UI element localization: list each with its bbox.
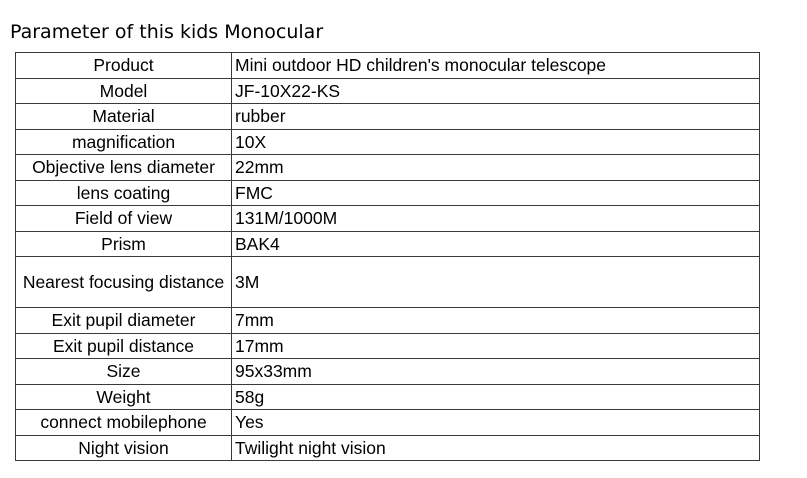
param-name: Field of view [16, 206, 232, 232]
param-name: Material [16, 104, 232, 130]
param-name: Model [16, 78, 232, 104]
param-name: magnification [16, 129, 232, 155]
param-value: JF-10X22-KS [232, 78, 760, 104]
param-value: 131M/1000M [232, 206, 760, 232]
param-value: FMC [232, 180, 760, 206]
param-value: 22mm [232, 155, 760, 181]
table-row [16, 129, 760, 155]
table-row [16, 155, 760, 181]
table-row [16, 180, 760, 206]
table-row [16, 231, 760, 257]
table-row [16, 384, 760, 410]
table-row [16, 308, 760, 334]
param-name: Prism [16, 231, 232, 257]
param-value: rubber [232, 104, 760, 130]
param-value: Twilight night vision [232, 435, 760, 461]
param-value: 17mm [232, 333, 760, 359]
param-name: Exit pupil distance [16, 333, 232, 359]
param-value: Yes [232, 410, 760, 436]
param-name: connect mobilephone [16, 410, 232, 436]
table-row [16, 410, 760, 436]
table-row [16, 333, 760, 359]
param-name: Exit pupil diameter [16, 308, 232, 334]
table-row [16, 257, 760, 308]
param-value: 95x33mm [232, 359, 760, 385]
param-name: lens coating [16, 180, 232, 206]
table-row [16, 104, 760, 130]
param-value: 3M [232, 257, 760, 308]
table-row [16, 435, 760, 461]
table-row [16, 359, 760, 385]
param-name: Weight [16, 384, 232, 410]
param-value: Mini outdoor HD children's monocular telescope [232, 53, 760, 79]
param-name: Objective lens diameter [16, 155, 232, 181]
param-name: Night vision [16, 435, 232, 461]
table-row [16, 206, 760, 232]
table-row [16, 78, 760, 104]
param-value: 10X [232, 129, 760, 155]
param-name: Nearest focusing distance [16, 257, 232, 308]
table-row [16, 53, 760, 79]
param-name: Size [16, 359, 232, 385]
param-value: 58g [232, 384, 760, 410]
param-name: Product [16, 53, 232, 79]
spec-table [15, 52, 760, 461]
page-title: Parameter of this kids Monocular [10, 21, 324, 43]
param-value: 7mm [232, 308, 760, 334]
param-value: BAK4 [232, 231, 760, 257]
